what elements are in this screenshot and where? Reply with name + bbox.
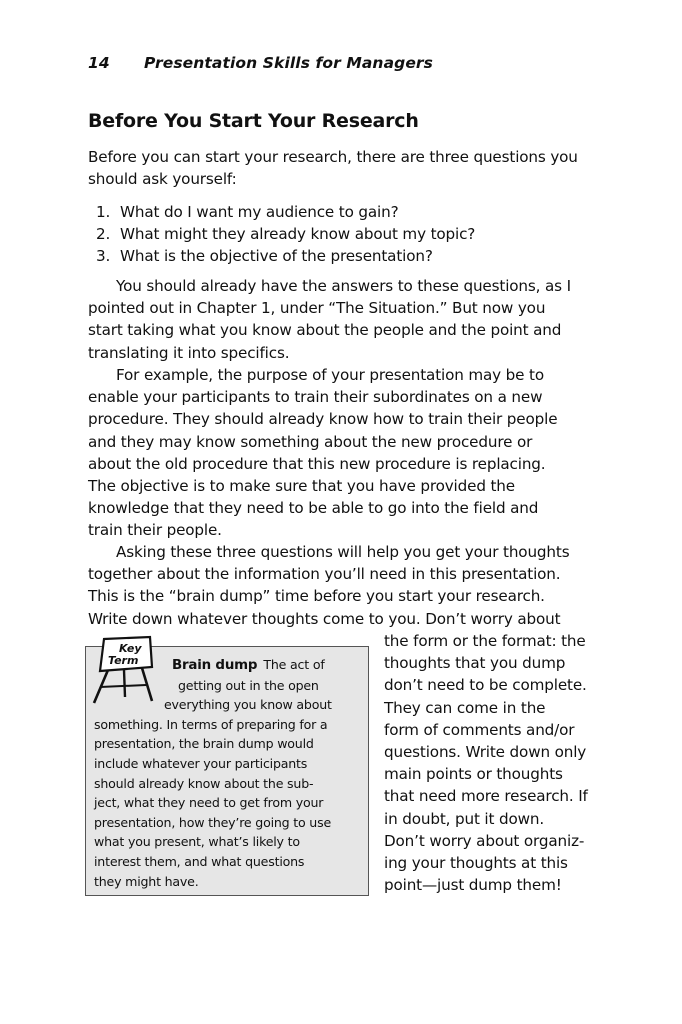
text-line: together about the information you’ll need in this presentation. [88,565,561,584]
text-line: main points or thoughts [384,765,563,784]
text-line: should already know about the sub- [94,775,314,791]
text-line: everything you know about [164,697,332,713]
text-line: pointed out in Chapter 1, under “The Situation.” But now you [88,299,546,318]
list-text: What might they already know about my topic? [120,225,476,244]
key-term-word: Brain dump [172,658,258,673]
running-header [88,54,433,72]
text-line: Don’t worry about organiz- [384,831,585,850]
text-line: include whatever your participants [94,755,308,771]
text-line: they might have. [94,873,199,889]
text-line: You should already have the answers to these questions, as I [116,277,571,295]
text-line: This is the “brain dump” time before you start your research. [88,587,545,606]
text-line: thoughts that you dump [384,654,566,673]
paragraph-brain-dump [88,541,598,630]
text-line: and they may know something about the new procedure or [88,432,533,451]
text-line: about the old procedure that this new procedure is replacing. [88,454,546,473]
text-line: For example, the purpose of your presentation may be to [116,366,544,384]
icon-label-key: Key [119,642,142,655]
text-line: start taking what you know about the people and the point and [88,321,562,340]
text-line: ject, what they need to get from your [94,795,324,811]
text-line: getting out in the open [178,677,319,693]
paragraph-example [88,364,598,542]
text-line: The objective is to make sure that you have provided the [88,477,515,496]
text-line: questions. Write down only [384,743,587,762]
section-title: Before You Start Your Research [88,110,419,132]
key-term-definition-start: The act of [263,657,325,672]
text-line: enable your participants to train their subordinates on a new [88,388,543,407]
list-number: 3. [96,247,111,266]
text-line: that need more research. If [384,787,588,806]
list-item [96,245,606,267]
list-number: 1. [96,203,111,221]
book-title: Presentation Skills for Managers [144,54,434,72]
text-line: in doubt, put it down. [384,809,545,828]
text-line: They can come in the [384,698,546,717]
text-line: form of comments and/or [384,720,575,739]
list-text: What is the objective of the presentation? [120,247,433,266]
key-term-box [85,642,369,896]
list-item [96,223,606,245]
text-line: don’t need to be complete. [384,676,587,695]
text-line: knowledge that they need to be able to go into the field and [88,499,539,518]
text-line: procedure. They should already know how to train their people [88,410,558,429]
text-line: interest them, and what questions [94,853,305,869]
question-list [96,201,606,268]
list-text: What do I want my audience to gain? [120,203,399,221]
icon-label-term: Term [108,654,139,667]
text-line: the form or the format: the [384,632,586,650]
paragraph-continuation [384,630,600,896]
text-line: translating it into specifics. [88,343,290,362]
paragraph-answers [88,275,598,364]
text-line: something. In terms of preparing for a [94,716,328,732]
text-line: what you present, what’s likely to [94,834,300,850]
text-line: Write down whatever thoughts come to you. Don’t worry about [88,609,561,628]
text-line: train their people. [88,521,222,540]
key-term-text [94,655,364,891]
page-number: 14 [88,54,110,72]
text-line: presentation, the brain dump would [94,736,314,752]
text-line: ing your thoughts at this [384,854,568,873]
list-item [96,201,606,223]
text-line: Asking these three questions will help you get your thoughts [116,543,570,561]
list-number: 2. [96,225,111,244]
text-line: point—just dump them! [384,876,562,895]
text-line: presentation, how they’re going to use [94,814,332,830]
intro-paragraph: Before you can start your research, there are three questions you should ask yourself: [88,148,578,189]
